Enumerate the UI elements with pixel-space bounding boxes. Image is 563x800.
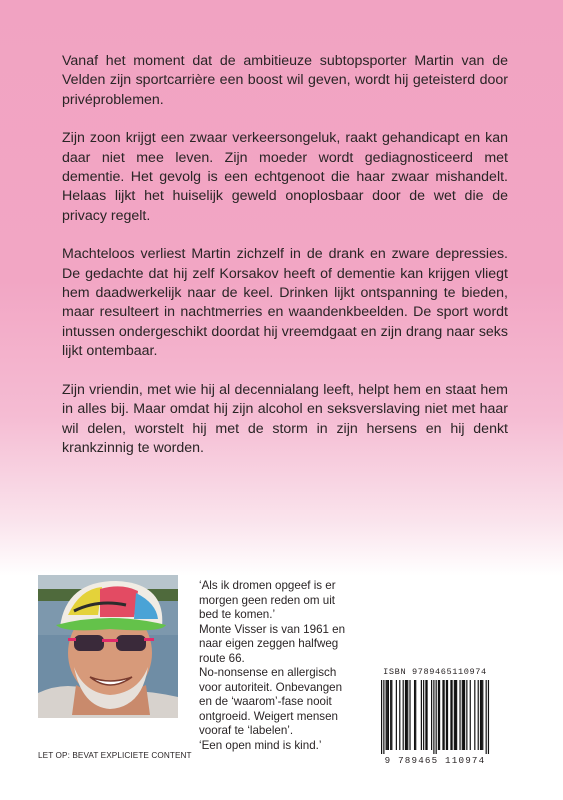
barcode-bar <box>451 680 452 750</box>
barcode-bar <box>450 680 451 750</box>
author-quote: ‘Als ik dromen opgeef is er morgen geen reden om uit bed te komen.’ <box>199 579 336 621</box>
barcode-bar <box>444 680 445 750</box>
barcode-bar <box>396 680 397 750</box>
barcode-bar <box>463 680 464 750</box>
barcode-bar <box>409 680 410 750</box>
barcode-bar <box>399 680 400 750</box>
barcode-bar <box>455 680 456 750</box>
barcode-bar <box>406 680 407 750</box>
barcode-bar <box>456 680 457 750</box>
author-closing-quote: ‘Een open mind is kind.’ <box>199 738 322 752</box>
barcode-bar <box>474 680 475 750</box>
blurb-paragraph-1: Vanaf het moment dat de ambitieuze subtopsporter Martin van de Velden zijn sportcarrière een boost wil geven, wordt hij geteisterd door privéproblemen. <box>62 53 508 108</box>
barcode-bar <box>381 680 382 754</box>
barcode-bar <box>403 680 404 750</box>
barcode-bar <box>439 680 440 750</box>
barcode-bar <box>488 680 489 754</box>
barcode-bar <box>480 680 481 750</box>
barcode-bar <box>446 680 447 750</box>
barcode-bar <box>459 680 460 750</box>
barcode-bar <box>470 680 471 750</box>
barcode-bar <box>454 680 455 750</box>
barcode-bar <box>481 680 482 750</box>
barcode-block <box>371 667 499 767</box>
barcode-bar <box>462 680 463 750</box>
barcode-bar <box>431 680 432 750</box>
barcode-bar <box>386 680 387 750</box>
barcode-bar <box>425 680 426 750</box>
barcode-bar <box>436 680 437 754</box>
barcode-bar <box>438 680 439 750</box>
blurb-paragraph-4: Zijn vriendin, met wie hij al decennialang leeft, helpt hem en staat hem in alles bij. Maar omdat hij zijn alcohol en seksverslaving niet met haar wil delen, worstelt hij met de storm in zijn hersens en hij denkt krankzinnig te worden. <box>62 381 508 456</box>
barcode-bar <box>387 680 388 750</box>
author-intro: Monte Visser is van 1961 en naar eigen zeggen halfweg route 66. <box>199 622 346 665</box>
barcode-bar <box>383 680 384 754</box>
barcode-bar <box>423 680 424 750</box>
barcode-bar <box>426 680 427 750</box>
barcode-bar <box>447 680 448 750</box>
isbn-digits: 9 789465 110974 <box>384 755 486 766</box>
barcode-bar <box>405 680 406 750</box>
barcode-bar <box>466 680 467 750</box>
barcode-bar <box>464 680 465 750</box>
isbn-label: ISBN 9789465110974 <box>383 667 487 677</box>
barcode-icon <box>371 680 499 754</box>
author-bio <box>199 579 347 753</box>
back-cover-blurb <box>62 52 508 477</box>
explicit-content-warning: LET OP: BEVAT EXPLICIETE CONTENT <box>38 751 192 760</box>
barcode-bar <box>482 680 483 750</box>
barcode-bar <box>407 680 408 750</box>
barcode-bar <box>486 680 487 754</box>
author-photo <box>38 575 178 718</box>
blurb-paragraph-3: Machteloos verliest Martin zichzelf in de drank en zware depressies. De gedachte dat hij zelf Korsakov heeft of dementie kan krijgen vliegt hem daadwerkelijk naar de keel. Drinken lijkt ontspanning te bieden, maar resulteert in nachtmerries en waandenkbeelden. De sport wordt intussen ondergeschikt doordat hij vreemdgaat en zijn drang naar seks lijkt ontembaar. <box>62 246 508 360</box>
blurb-paragraph-2: Zijn zoon krijgt een zwaar verkeersongeluk, raakt gehandicapt en kan daar niet mee leven. Zijn moeder wordt gediagnosticeerd met dementie. Het gevolg is een echtgenoot die haar zwaar mishandelt. Helaas lijkt het huiselijk geweld onoplosbaar door de wet die de privacy regelt. <box>62 130 508 224</box>
barcode-bar <box>442 680 443 750</box>
barcode-bar <box>433 680 434 754</box>
author-traits: No-nonsense en allergisch voor autoriteit. Onbevangen en de ‘waarom’-fase nooit ontgroeid. Weigert mensen vooraf te ‘labelen’. <box>199 666 343 737</box>
barcode-bar <box>390 680 391 750</box>
barcode-bar <box>414 680 415 750</box>
barcode-bar <box>391 680 392 750</box>
barcode-bar <box>478 680 479 750</box>
barcode-bar <box>415 680 416 750</box>
barcode-bar <box>421 680 422 750</box>
barcode-bar <box>388 680 389 750</box>
